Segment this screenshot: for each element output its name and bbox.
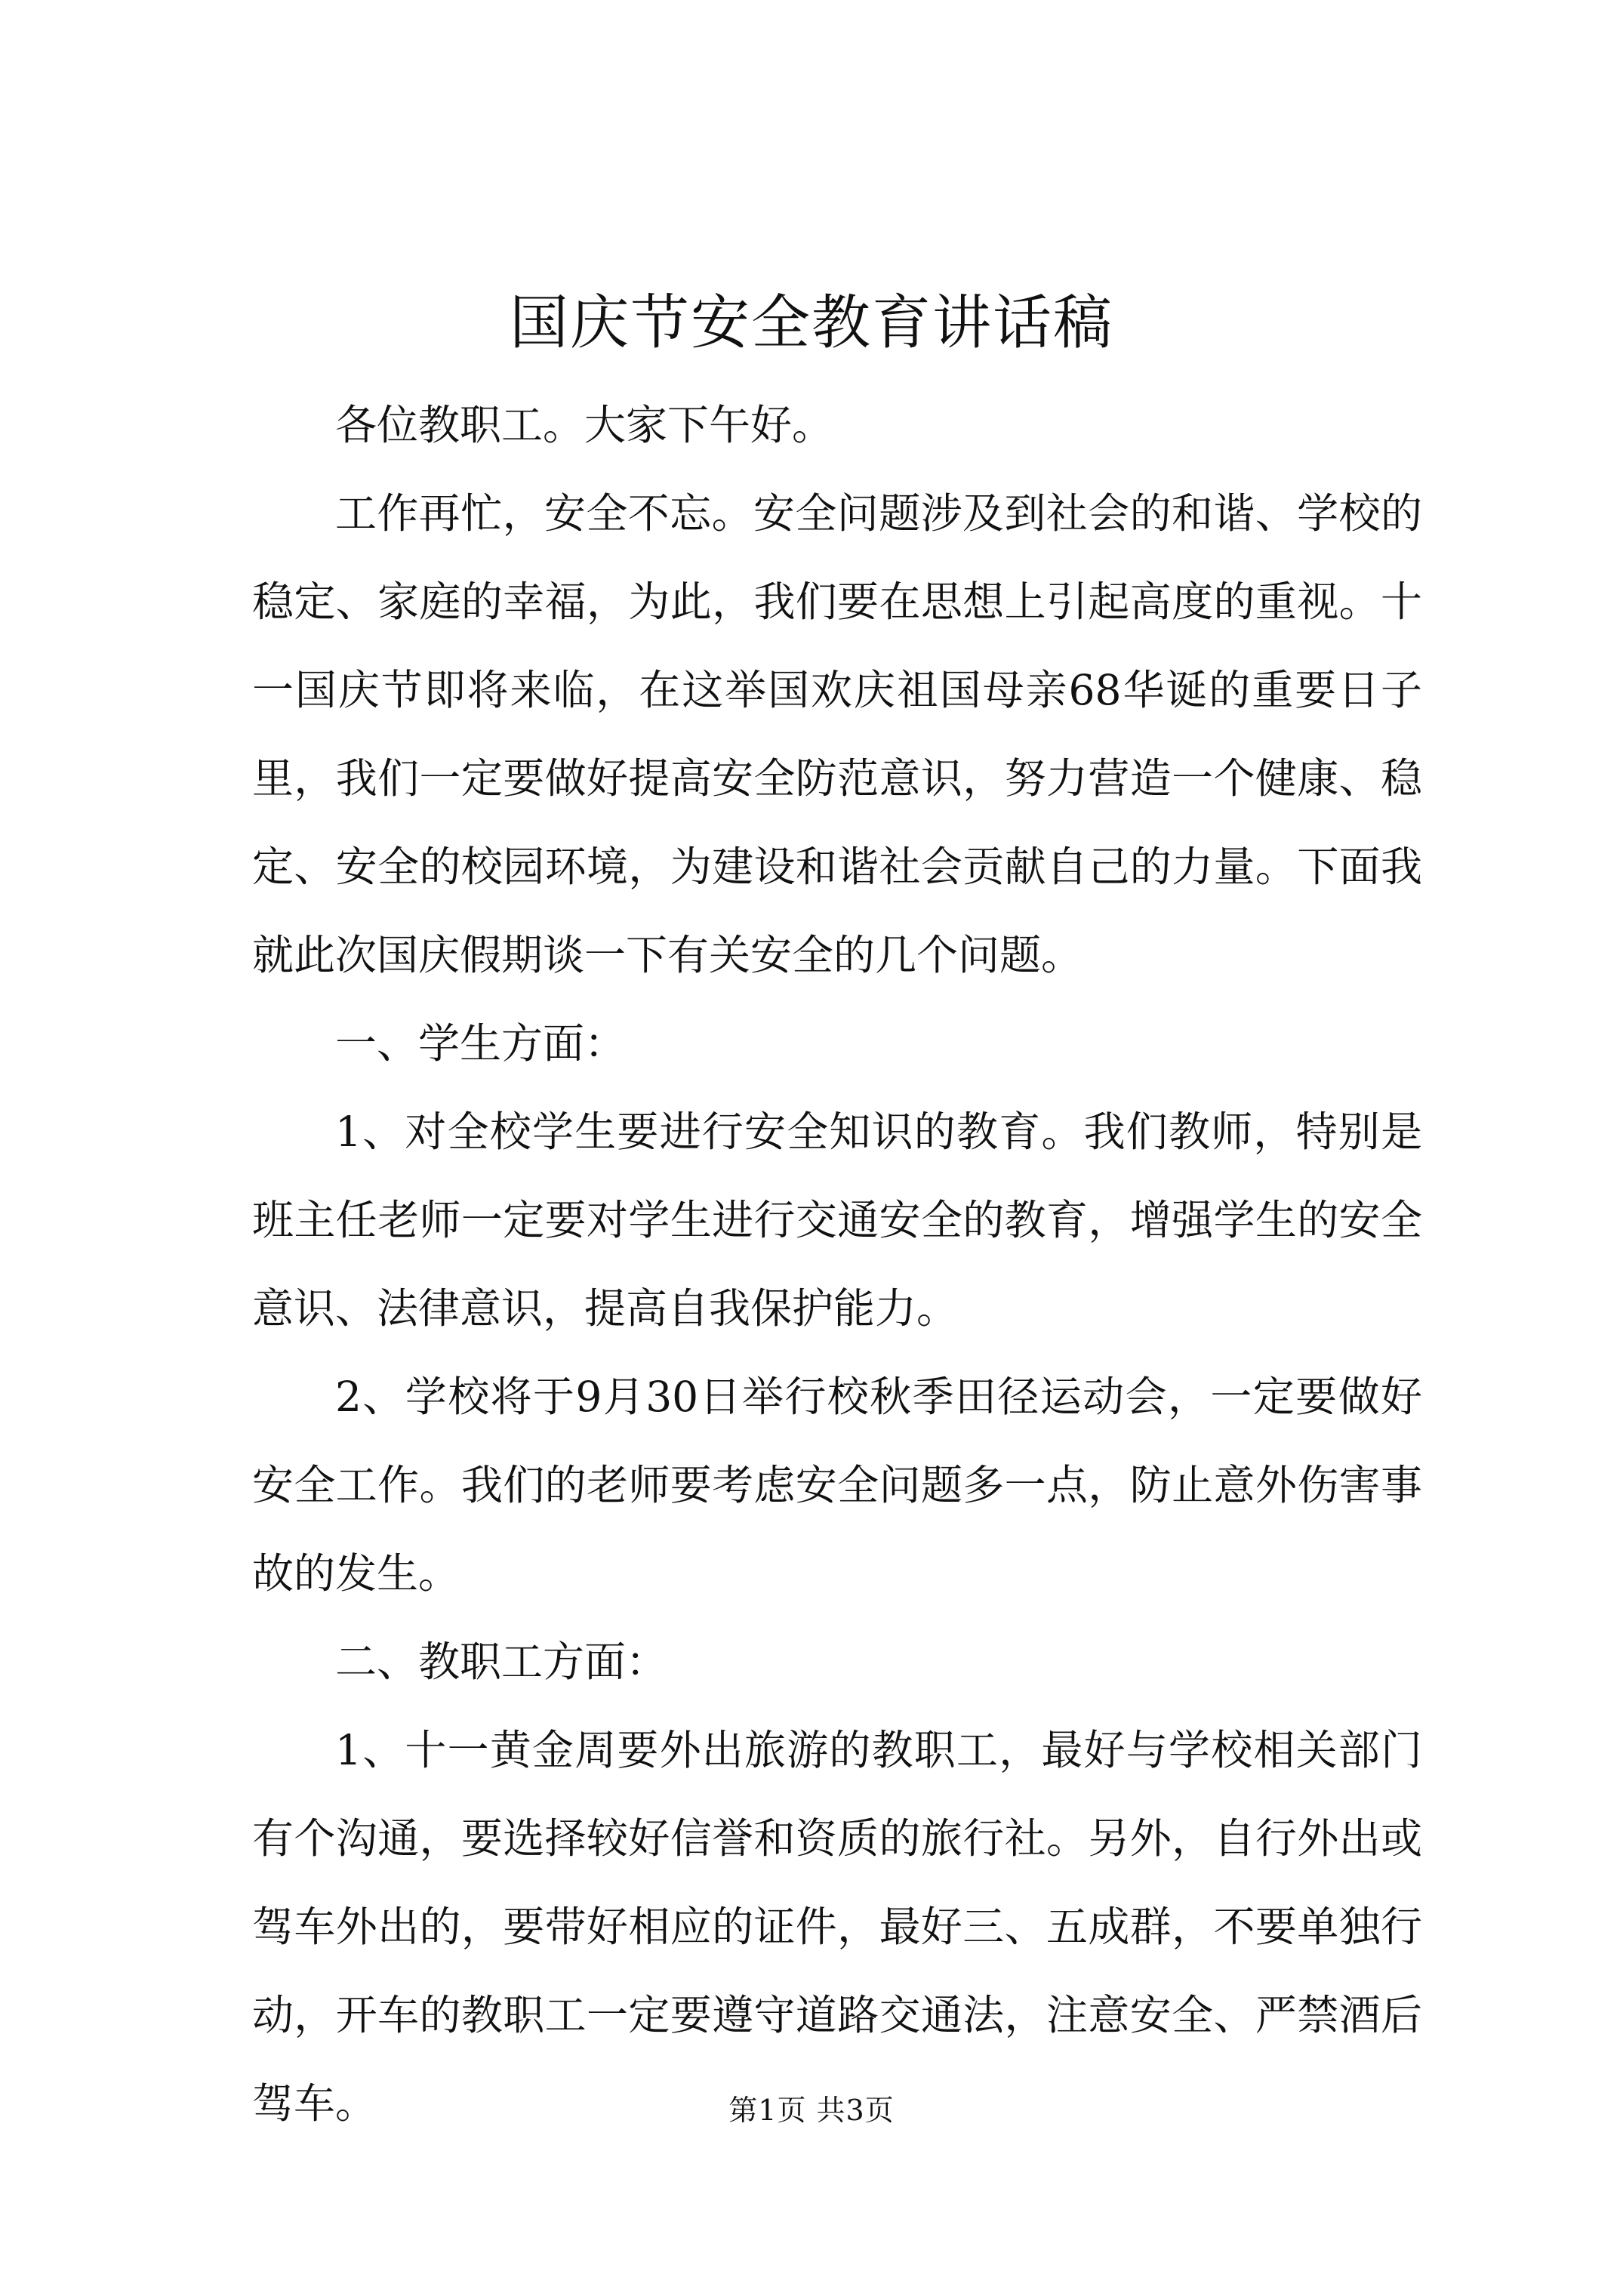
paragraph-greeting: 各位教职工。大家下午好。 — [335, 401, 834, 449]
document-title: 国庆节安全教育讲话稿 — [509, 289, 1113, 357]
paragraph-intro: 工作再忙，安全不忘。安全问题涉及到社会的和谐、学校的稳定、家庭的幸福，为此，我们要在思想上引起高度的重视。十一国庆节即将来临，在这举国欢庆祖国母亲68华诞的重要日子里，我们一定要做好提高安全防范意识，努力营造一个健康、稳定、安全的校园环境，为建设和谐社会贡献自己的力量。下面我就此次国庆假期谈一下有关安全的几个问题。 — [252, 489, 1422, 979]
paragraph-students-2: 2、学校将于9月30日举行校秋季田径运动会，一定要做好安全工作。我们的老师要考虑安全问题多一点，防止意外伤害事故的发生。 — [252, 1373, 1422, 1598]
paragraph-students-1: 1、对全校学生要进行安全知识的教育。我们教师，特别是班主任老师一定要对学生进行交通安全的教育，增强学生的安全意识、法律意识，提高自我保护能力。 — [252, 1108, 1422, 1333]
paragraph-staff-1: 1、十一黄金周要外出旅游的教职工，最好与学校相关部门有个沟通，要选择较好信誉和资质的旅行社。另外，自行外出或驾车外出的，要带好相应的证件，最好三、五成群，不要单独行动，开车的教职工一定要遵守道路交通法，注意安全、严禁酒后驾车。 — [252, 1726, 1422, 2128]
section-heading-students: 一、学生方面： — [335, 1019, 627, 1068]
page-number-footer: 第1页 共3页 — [728, 2094, 895, 2127]
document-body — [252, 381, 1422, 2148]
section-heading-staff: 二、教职工方面： — [335, 1638, 668, 1686]
